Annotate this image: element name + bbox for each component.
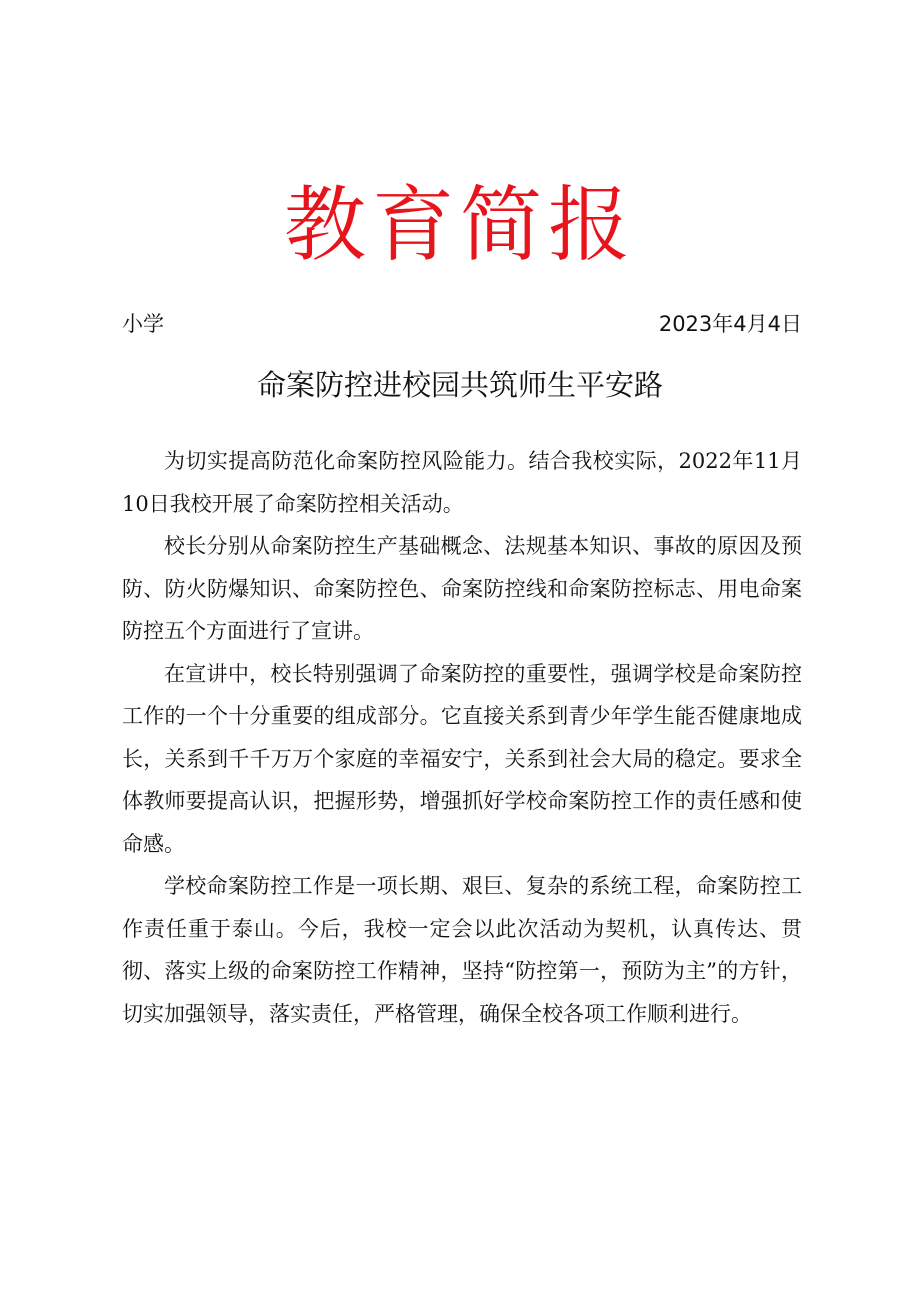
paragraph: 校长分别从命案防控生产基础概念、法规基本知识、事故的原因及预防、防火防爆知识、命案防控色、命案防控线和命案防控标志、用电命案防控五个方面进行了宣讲。 — [122, 534, 802, 643]
masthead-title: 教育简报 — [283, 178, 636, 273]
meta-row — [122, 307, 802, 341]
article-headline: 命案防控进校园共筑师生平安路 — [256, 368, 663, 402]
issue-date: 2023年4月4日 — [658, 312, 802, 336]
school-name: 小学 — [122, 312, 164, 336]
paragraph: 在宣讲中，校长特别强调了命案防控的重要性，强调学校是命案防控工作的一个十分重要的组成部分。它直接关系到青少年学生能否健康地成长，关系到千千万万个家庭的幸福安宁，关系到社会大局的稳定。要求全体教师要提高认识，把握形势，增强抓好学校命案防控工作的责任感和使命感。 — [122, 661, 802, 856]
paragraph: 学校命案防控工作是一项长期、艰巨、复杂的系统工程，命案防控工作责任重于泰山。今后，我校一定会以此次活动为契机，认真传达、贯彻、落实上级的命案防控工作精神，坚持“防控第一，预防为主”的方针，切实加强领导，落实责任，严格管理，确保全校各项工作顺利进行。 — [122, 874, 802, 1026]
article-body — [122, 440, 802, 1035]
paragraph: 为切实提高防范化命案防控风险能力。结合我校实际，2022年11月10日我校开展了命案防控相关活动。 — [122, 449, 802, 516]
